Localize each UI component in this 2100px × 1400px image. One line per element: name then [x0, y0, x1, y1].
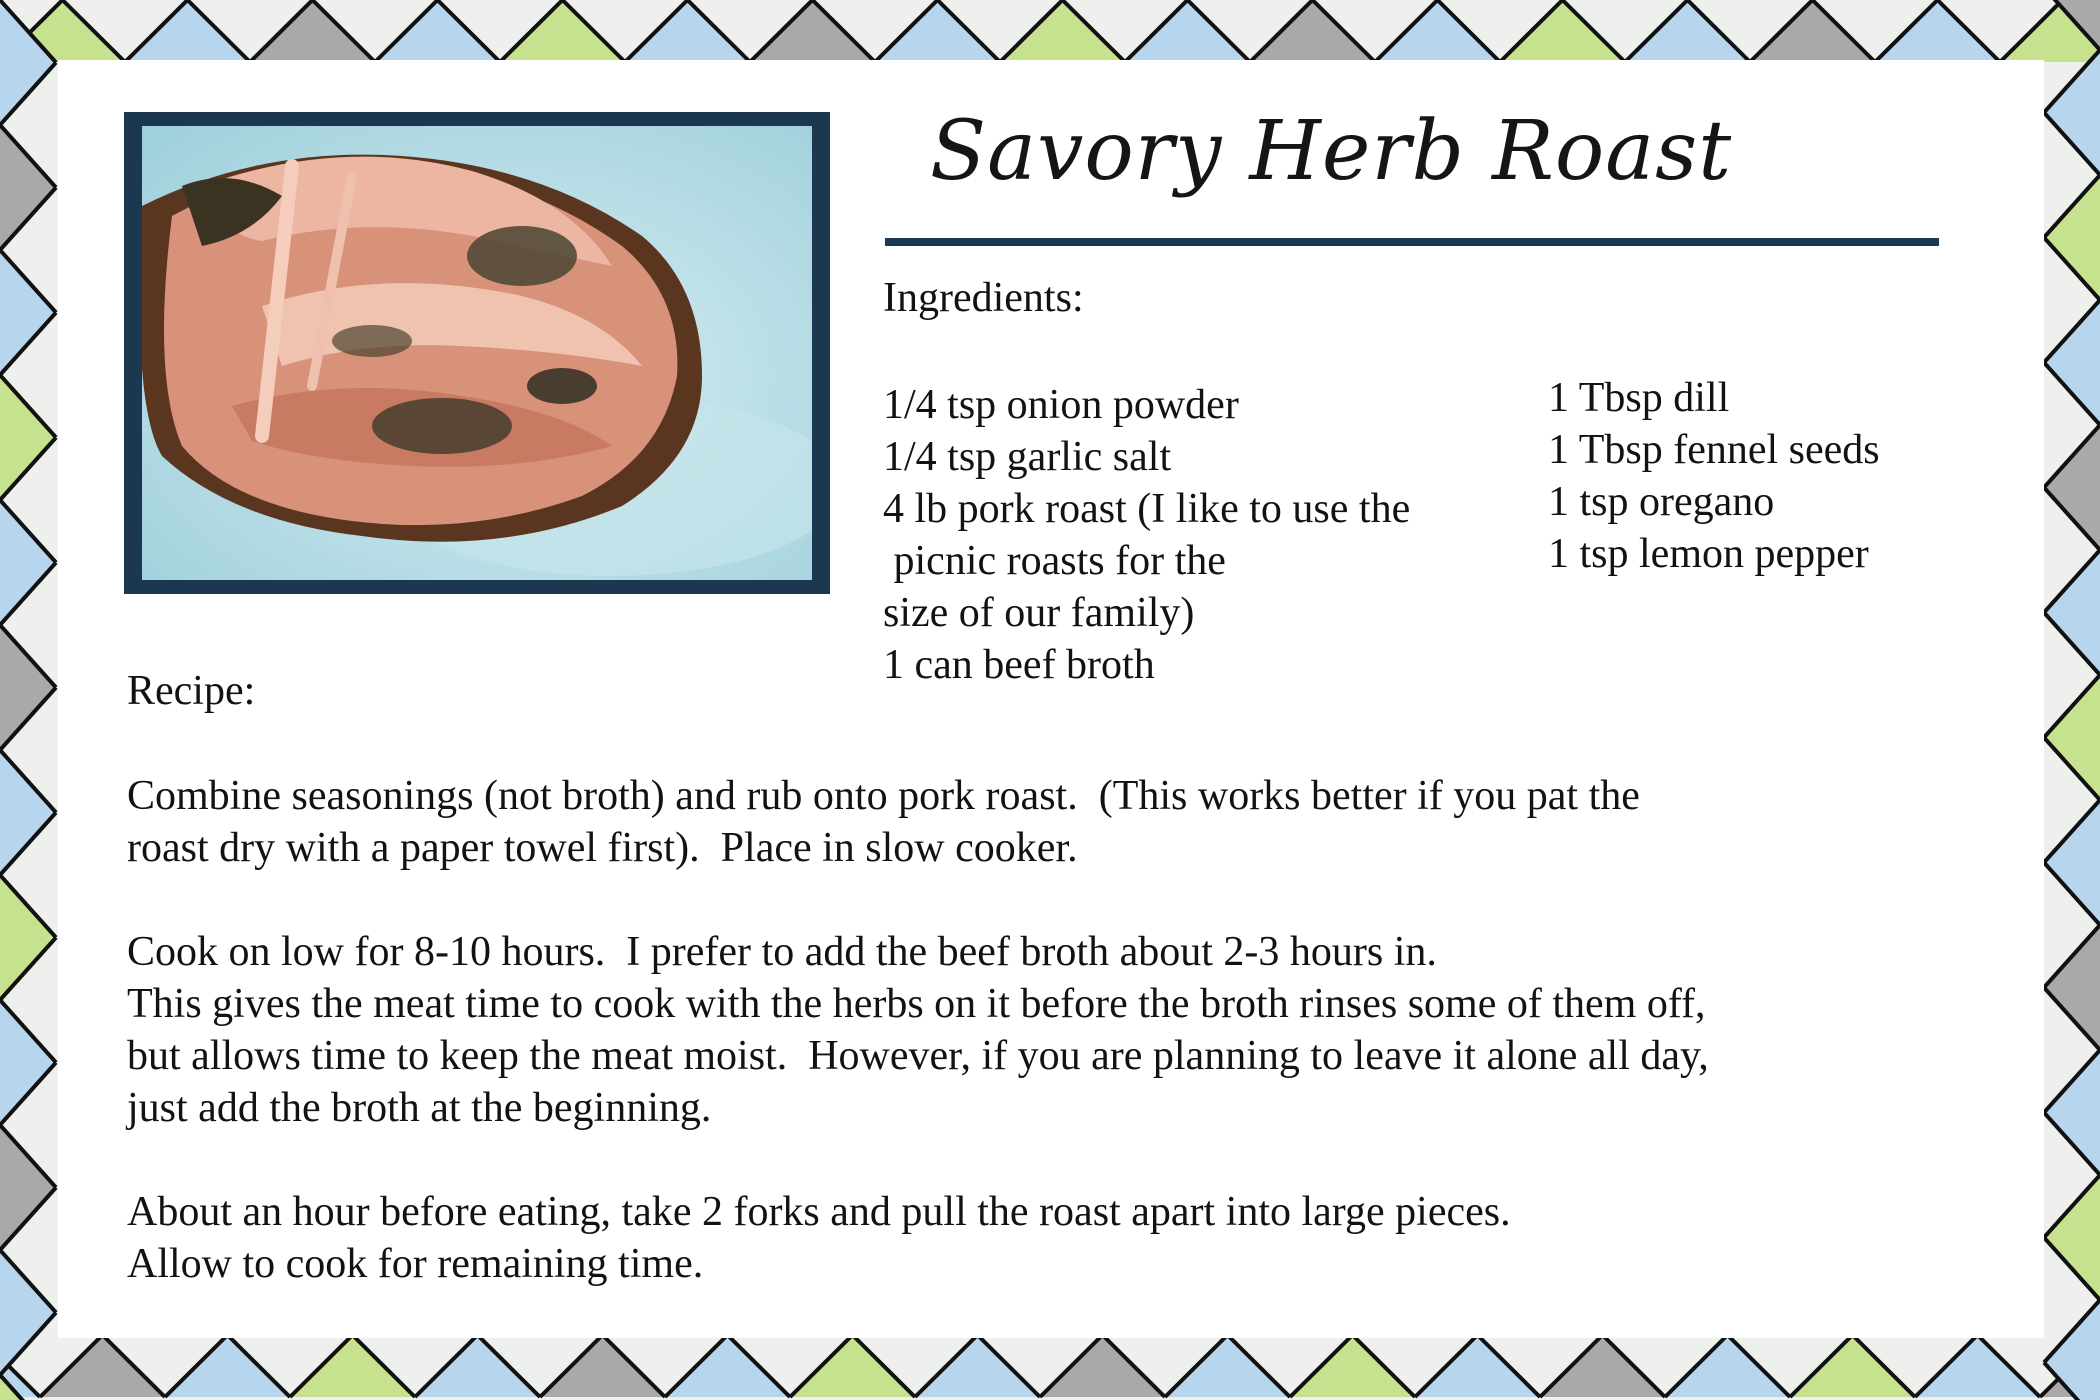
ingredient-item: 1 can beef broth	[883, 642, 1155, 688]
ingredient-item: picnic roasts for the	[883, 538, 1226, 584]
ingredient-item: 1 Tbsp dill	[1548, 375, 1730, 421]
ingredient-item: 1 tsp lemon pepper	[1548, 531, 1869, 577]
ingredient-item: 1 Tbsp fennel seeds	[1548, 427, 1880, 473]
recipe-line: but allows time to keep the meat moist. However, if you are planning to leave it alone all day,	[127, 1033, 1709, 1079]
recipe-photo-frame	[124, 112, 830, 594]
ingredient-item: size of our family)	[883, 590, 1195, 636]
recipe-line: About an hour before eating, take 2 forks and pull the roast apart into large pieces.	[127, 1189, 1511, 1235]
recipe-line: This gives the meat time to cook with the herbs on it before the broth rinses some of them off,	[127, 981, 1706, 1027]
recipe-line: Cook on low for 8-10 hours. I prefer to add the beef broth about 2-3 hours in.	[127, 929, 1437, 975]
ingredients-list-right	[1548, 372, 1880, 580]
recipe-paragraph	[127, 1186, 1709, 1290]
recipe-title: Savory Herb Roast	[930, 104, 1733, 199]
recipe-paragraph	[127, 926, 1709, 1134]
recipe-paragraph	[127, 770, 1709, 874]
ingredient-item: 4 lb pork roast (I like to use the	[883, 486, 1411, 532]
recipe-line: Combine seasonings (not broth) and rub onto pork roast. (This works better if you pat the	[127, 773, 1640, 819]
ingredients-heading: Ingredients:	[883, 275, 1084, 321]
recipe-line: Allow to cook for remaining time.	[127, 1241, 704, 1287]
pulled-pork-roast-photo	[142, 126, 812, 580]
recipe-steps	[127, 770, 1709, 1342]
ingredient-item: 1/4 tsp onion powder	[883, 382, 1239, 428]
recipe-heading: Recipe:	[127, 668, 256, 714]
ingredient-item: 1 tsp oregano	[1548, 479, 1775, 525]
ingredients-list-left	[883, 379, 1410, 691]
recipe-line: roast dry with a paper towel first). Place in slow cooker.	[127, 825, 1078, 871]
recipe-line: just add the broth at the beginning.	[127, 1085, 712, 1131]
ingredient-item: 1/4 tsp garlic salt	[883, 434, 1172, 480]
title-divider	[885, 238, 1939, 246]
